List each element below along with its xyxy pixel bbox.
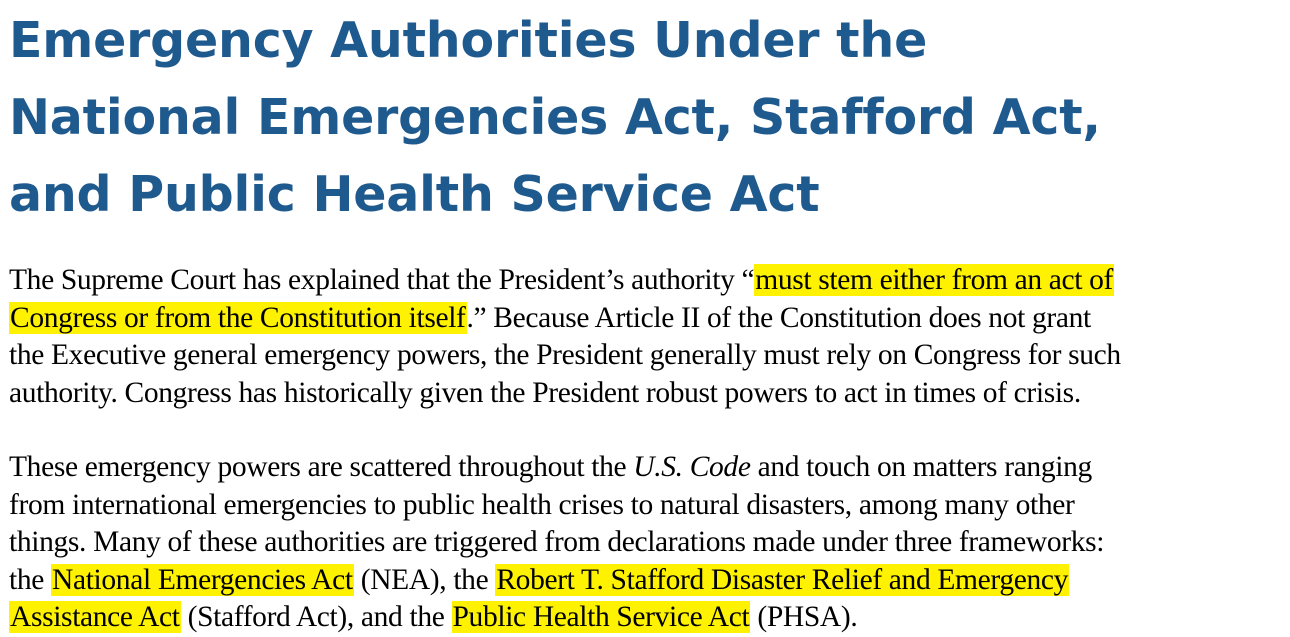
document-title	[9, 0, 1282, 233]
paragraph-1-line-3: the Executive general emergency powers, the President generally must rely on Congress for such	[9, 339, 1121, 371]
text-segment: and touch on matters ranging	[750, 451, 1092, 483]
paragraph-1-line-1	[9, 262, 1282, 300]
us-code-italic: U.S. Code	[633, 451, 751, 483]
title-line-3: and Public Health Service Act	[9, 166, 820, 223]
paragraph-2-line-4	[9, 562, 1282, 600]
highlighted-quote-continued: Congress or from the Constitution itself	[10, 301, 466, 334]
text-segment: (PHSA).	[750, 601, 858, 633]
highlighted-nea: National Emergencies Act	[52, 563, 353, 596]
text-segment: .” Because Article II of the Constitution does not grant	[466, 301, 1091, 334]
highlighted-stafford-act: Robert T. Stafford Disaster Relief and Emergency	[496, 563, 1069, 596]
highlighted-phsa: Public Health Service Act	[452, 601, 750, 633]
paragraph-1-line-4: authority. Congress has historically given the President robust powers to act in times of crisis.	[9, 376, 1081, 409]
paragraph-authority	[9, 262, 1282, 412]
highlighted-quote: must stem either from an act of	[755, 264, 1114, 296]
highlighted-stafford-act-continued: Assistance Act	[10, 601, 180, 633]
paragraph-1-line-2	[9, 300, 1282, 338]
title-line-2: National Emergencies Act, Stafford Act,	[9, 89, 1101, 146]
title-line-1: Emergency Authorities Under the	[9, 12, 928, 69]
text-segment: the	[9, 563, 52, 596]
paragraph-2-line-5	[9, 599, 1282, 637]
paragraph-2-line-1	[9, 449, 1282, 487]
paragraph-2-line-3: things. Many of these authorities are triggered from declarations made under three frameworks:	[9, 526, 1105, 558]
text-segment: (Stafford Act), and the	[180, 601, 452, 633]
text-segment: The Supreme Court has explained that the President’s authority “	[9, 264, 755, 296]
text-segment: (NEA), the	[353, 563, 496, 596]
text-segment: These emergency powers are scattered throughout the	[9, 451, 634, 483]
paragraph-2-line-2: from international emergencies to public health crises to natural disasters, among many other	[9, 488, 1075, 521]
paragraph-frameworks	[9, 449, 1282, 637]
